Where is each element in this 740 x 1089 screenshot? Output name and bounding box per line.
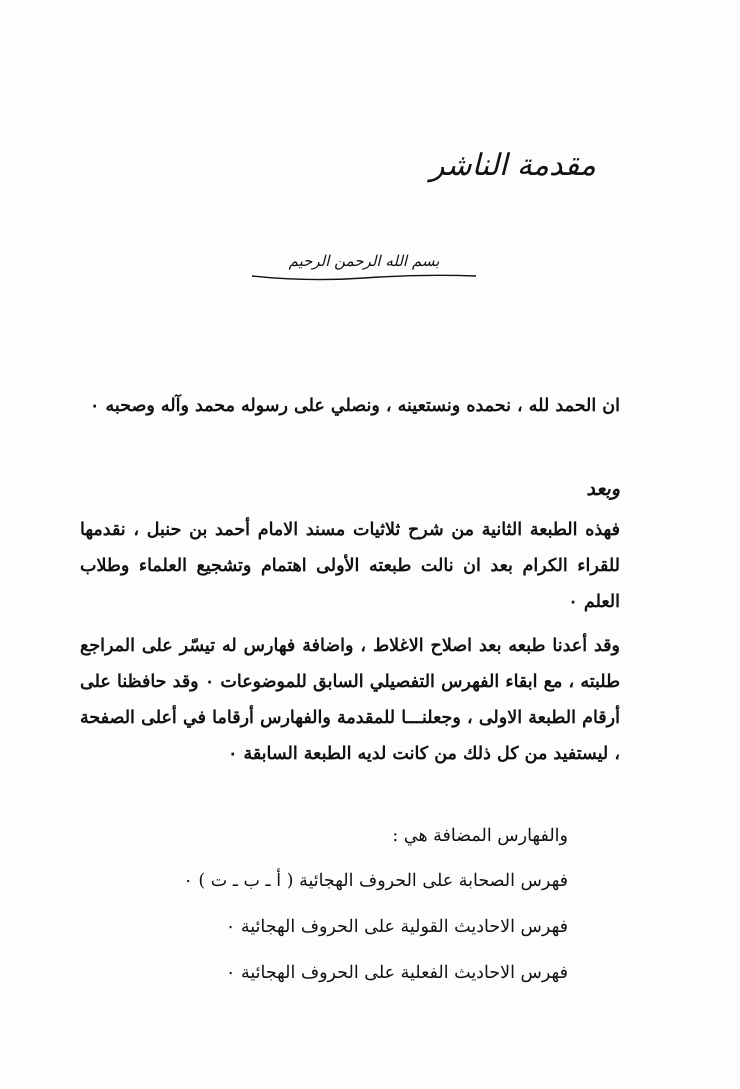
indexes-paragraph: وقد أعدنا طبعه بعد اصلاح الاغلاط ، واضافة فهارس له تيسّر على المراجع طلبته ، مع ابقاء الفهرس التفصيلي السابق للموضوعات ٠ وقد حافظنا على أرقام الطبعة الاولى ، وجعلنـــا للمقدمة والفهارس أرقاما في أعلى الصفحة ، ليستفيد من كل ذلك من كانت لديه الطبعة السابقة ٠	[80, 636, 621, 764]
opening-paragraph: ان الحمد لله ، نحمده ونستعينه ، ونصلي على رسوله محمد وآله وصحبه ٠	[90, 396, 620, 416]
publisher-preface-heading: مقدمة الناشر	[429, 148, 596, 183]
list-item: فهرس الاحاديث القولية على الحروف الهجائية ٠	[225, 917, 568, 937]
wabad-label: وبعد	[586, 478, 620, 500]
list-item: فهرس الصحابة على الحروف الهجائية ( أ ـ ب ـ ت ) ٠	[183, 871, 568, 891]
second-edition-paragraph: فهذه الطبعة الثانية من شرح ثلاثيات مسند الامام أحمد بن حنبل ، نقدمها للقراء الكرام بعد ان نالت طبعته الأولى اهتمام وتشجيع العلماء وطلاب العلم ٠	[80, 520, 620, 612]
indexes-list-intro: والفهارس المضافة هي :	[392, 826, 568, 846]
list-item: فهرس الاحاديث الفعلية على الحروف الهجائية ٠	[225, 963, 568, 983]
basmala-flourish	[248, 270, 480, 284]
basmala-ornament	[248, 252, 480, 286]
basmala-text: بسم الله الرحمن الرحيم	[288, 252, 440, 270]
indexes-list	[108, 858, 568, 996]
